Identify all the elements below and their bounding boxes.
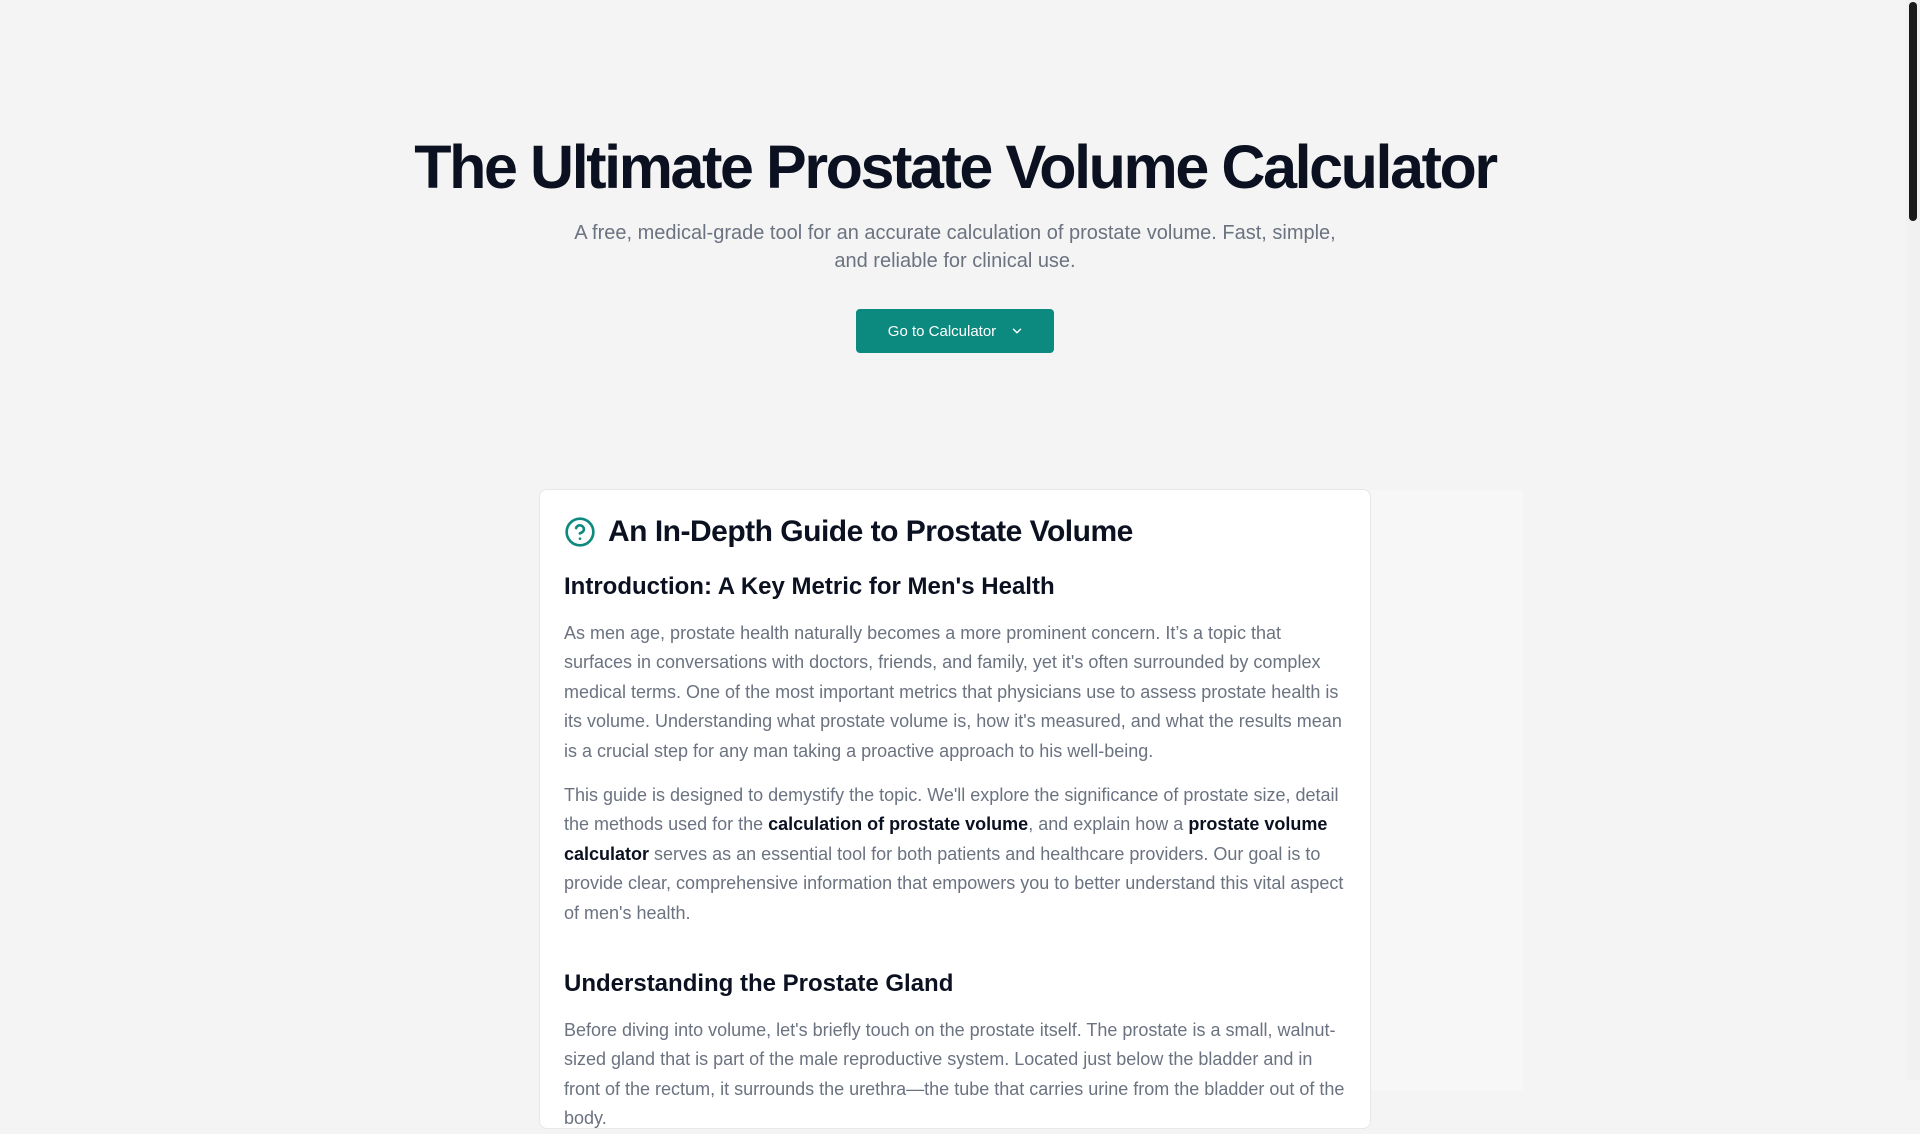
intro-paragraph-2-text-c: serves as an essential tool for both patients and healthcare providers. Our goal is to provide clear, comprehensive information that empowers you to better understand this vital aspect of men's health.	[564, 843, 1344, 923]
go-to-calculator-button[interactable]	[856, 309, 1054, 353]
question-circle-icon	[564, 516, 596, 548]
intro-paragraph-2-text-b: , and explain how a	[1028, 814, 1189, 835]
guide-card-header	[564, 514, 1346, 550]
scrollbar-thumb[interactable]	[1909, 2, 1917, 221]
hero-subtitle: A free, medical-grade tool for an accurate calculation of prostate volume. Fast, simple, and reliable for clinical use.	[574, 222, 1336, 272]
gland-paragraph-1: Before diving into volume, let's briefly touch on the prostate itself. The prostate is a small, walnut-sized gland that is part of the male reproductive system. Located just below the bladder and in front of the rectum, it surrounds the urethra—the tube that carries urine from the bladder out of the body.	[564, 1020, 1345, 1129]
page-scrollbar[interactable]	[1906, 0, 1920, 1080]
chevron-down-icon	[1010, 324, 1024, 338]
keyword-prostate-volume-calculator: prostate volume calculator	[564, 814, 1328, 864]
sidebar-panel	[1371, 490, 1523, 1090]
gland-heading: Understanding the Prostate Gland	[564, 970, 954, 998]
guide-card	[539, 489, 1371, 1129]
keyword-calculation-of-prostate-volume: calculation of prostate volume	[768, 814, 1029, 835]
intro-paragraph-1: As men age, prostate health naturally becomes a more prominent concern. It’s a topic that surfaces in conversations with doctors, friends, and family, yet it's often surrounded by complex medical terms. One of the most important metrics that physicians use to assess prostate health is its volume. Understanding what prostate volume is, how it's measured, and what the results mean is a crucial step for any man taking a proactive approach to his well-being.	[564, 623, 1342, 761]
intro-paragraph-2-text-a: This guide is designed to demystify the topic. We'll explore the significance of prostate size, detail the methods used for the	[564, 785, 1339, 835]
hero-section	[0, 125, 1910, 353]
intro-paragraph-2	[564, 781, 1346, 928]
intro-heading: Introduction: A Key Metric for Men's Health	[564, 573, 1055, 600]
guide-title: An In-Depth Guide to Prostate Volume	[608, 515, 1133, 548]
go-to-calculator-label: Go to Calculator	[887, 322, 997, 340]
page-title: The Ultimate Prostate Volume Calculator	[414, 133, 1496, 201]
